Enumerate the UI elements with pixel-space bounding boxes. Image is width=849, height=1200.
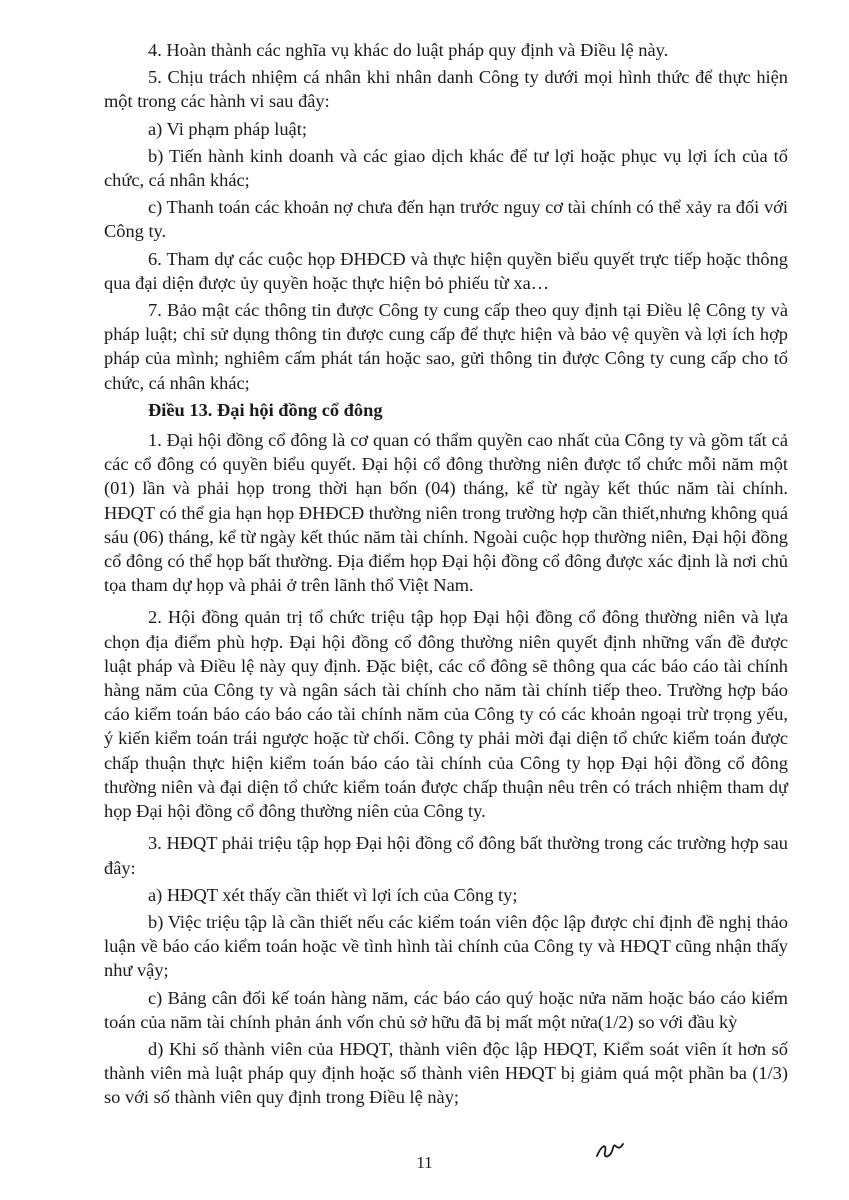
paragraph-7: 7. Bảo mật các thông tin được Công ty cung cấp theo quy định tại Điều lệ Công ty và pháp luật; chỉ sử dụng thông tin được cung cấp để thực hiện và bảo vệ quyền và lợi ích hợp pháp của mình; nghiêm cấm phát tán hoặc sao, gửi thông tin được Công ty cung cấp cho tổ chức, cá nhân khác; [104, 300, 788, 393]
paragraph-5b: b) Tiến hành kinh doanh và các giao dịch khác để tư lợi hoặc phục vụ lợi ích của tổ chức, cá nhân khác; [104, 145, 788, 191]
paragraph-4: 4. Hoàn thành các nghĩa vụ khác do luật pháp quy định và Điều lệ này. [148, 40, 669, 60]
article-13-paragraph-3: 3. HĐQT phải triệu tập họp Đại hội đồng cổ đông bất thường trong các trường hợp sau đây: [104, 833, 788, 878]
article-13-paragraph-2: 2. Hội đồng quản trị tổ chức triệu tập họp Đại hội đồng cổ đông thường niên và lựa chọn địa điểm phù hợp. Đại hội đồng cổ đông thường niên quyết định những vấn đề được luật pháp và Điều lệ này quy định. Đặc biệt, các cổ đông sẽ thông qua các báo cáo tài chính hàng năm của Công ty và ngân sách tài chính cho năm tài chính tiếp theo. Trường hợp báo cáo kiểm toán báo cáo báo cáo tài chính năm của Công ty có các khoản ngoại trừ trọng yếu, ý kiến kiểm toán trái ngược hoặc từ chối. Công ty phải mời đại diện tổ chức kiểm toán được chấp thuận thực hiện kiểm toán báo cáo tài chính của Công ty họp Đại hội đồng cổ đông thường niên và đại diện tổ chức kiểm toán được chấp thuận nêu trên có trách nhiệm tham dự họp Đại hội đồng cổ đông thường niên của Công ty. [104, 607, 788, 822]
page-number: 11 [416, 1153, 433, 1172]
paragraph-5a: a) Vi phạm pháp luật; [148, 118, 307, 139]
article-13-paragraph-1: 1. Đại hội đồng cổ đông là cơ quan có thẩm quyền cao nhất của Công ty và gồm tất cả các cổ đông có quyền biểu quyết. Đại hội cổ đông thường niên được tổ chức mỗi năm một (01) lần và phải họp trong thời hạn bốn (04) tháng, kể từ ngày kết thúc năm tài chính. HĐQT có thể gia hạn họp ĐHĐCĐ thường niên trong trường hợp cần thiết,nhưng không quá sáu (06) tháng, kể từ ngày kết thúc năm tài chính. Ngoài cuộc họp thường niên, Đại hội đồng cổ đông có thể họp bất thường. Địa điểm họp Đại hội đồng cổ đông được xác định là nơi chủ tọa tham dự họp và phải ở trên lãnh thổ Việt Nam. [104, 430, 788, 596]
article-13-paragraph-3b: b) Việc triệu tập là cần thiết nếu các kiểm toán viên độc lập được chỉ định đề nghị thảo luận về báo cáo kiểm toán hoặc về tình hình tài chính của Công ty và HĐQT cũng nhận thấy như vậy; [104, 911, 788, 981]
paragraph-5: 5. Chịu trách nhiệm cá nhân khi nhân danh Công ty dưới mọi hình thức để thực hiện một trong các hành vi sau đây: [104, 67, 788, 112]
paragraph-6: 6. Tham dự các cuộc họp ĐHĐCĐ và thực hiện quyền biểu quyết trực tiếp hoặc thông qua đại diện được ủy quyền hoặc thực hiện bỏ phiếu từ xa… [104, 248, 788, 293]
document-page [104, 38, 788, 1113]
article-heading: Điều 13. Đại hội đồng cổ đông [148, 399, 383, 420]
article-13-paragraph-3a: a) HĐQT xét thấy cần thiết vì lợi ích của Công ty; [148, 884, 518, 905]
article-13-paragraph-3d: d) Khi số thành viên của HĐQT, thành viên độc lập HĐQT, Kiểm soát viên ít hơn số thành viên mà luật pháp quy định hoặc số thành viên HĐQT bị giảm quá một phần ba (1/3) so với số thành viên quy định trong Điều lệ này; [104, 1038, 788, 1108]
paragraph-5c: c) Thanh toán các khoản nợ chưa đến hạn trước nguy cơ tài chính có thể xảy ra đối với Công ty. [104, 197, 788, 242]
article-13-paragraph-3c: c) Bảng cân đối kế toán hàng năm, các báo cáo quý hoặc nửa năm hoặc báo cáo kiểm toán của năm tài chính phản ánh vốn chủ sở hữu đã bị mất một nửa(1/2) so với đầu kỳ [104, 987, 788, 1032]
